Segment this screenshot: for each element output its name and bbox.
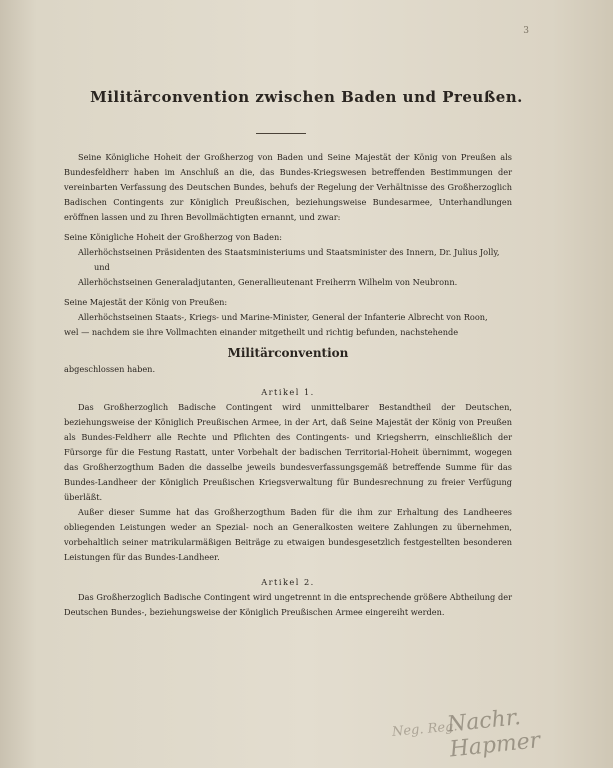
article-2-heading: Artikel 2. bbox=[261, 577, 315, 587]
article-1-paragraph-2: Außer dieser Summe hat das Großherzogthum Baden für die ihm zur Erhaltung des Landheeres obliegenden Leistungen weder an Spezial- noch an Generalkosten weitere Zahlungen zu übernehmen, vorbehaltlich seiner matrikularmäßigen Beiträge zu etwaigen bundesgesetzlich festgestellten besonderen Leistungen für das Bundes-Landheer. bbox=[64, 507, 512, 562]
concluded-line: abgeschlossen haben. bbox=[64, 364, 156, 374]
handwritten-signature: Nachr. Hapmer bbox=[445, 705, 542, 763]
pencil-note: Neg. Reg. bbox=[391, 719, 459, 740]
article-2-paragraph-1: Das Großherzoglich Badische Contingent wird ungetrennt in die entsprechende größere Abtheilung der Deutschen Bundes-, beziehungsweise der Königlich Preußischen Armee eingereiht werden. bbox=[64, 592, 512, 617]
document-body bbox=[64, 150, 512, 620]
prussia-representative: Allerhöchstseinen Staats-, Kriegs- und Marine-Minister, General der Infanterie Albrecht von Roon, bbox=[78, 312, 488, 322]
intro-paragraph: Seine Königliche Hoheit der Großherzog von Baden und Seine Majestät der König von Preußen als Bundesfeldherr haben im Anschluß an die, das Bundes-Kriegswesen betreffenden Bestimmungen der vereinbarten Verfassung des Deutschen Bundes, behufs der Regelung der Verhältnisse des Großherzoglich Badischen Contingents zur Königlich Preußischen, beziehungsweise Bundesarmee, Unterhandlungen eröffnen lassen und zu Ihren Bevollmächtigten ernannt, und zwar: bbox=[64, 152, 512, 222]
convention-heading: Militärconvention bbox=[227, 346, 349, 360]
und-connector: und bbox=[94, 262, 110, 272]
page-title: Militärconvention zwischen Baden und Preußen. bbox=[90, 88, 523, 106]
page-number: 3 bbox=[523, 26, 529, 36]
closing-clause: wel — nachdem sie ihre Vollmachten einander mitgetheilt und richtig befunden, nachstehende bbox=[64, 327, 459, 337]
title-divider bbox=[256, 133, 306, 134]
party-baden: Seine Königliche Hoheit der Großherzog von Baden: bbox=[64, 232, 283, 242]
article-1-paragraph-1: Das Großherzoglich Badische Contingent wird unmittelbarer Bestandtheil der Deutschen, beziehungsweise der Königlich Preußischen Armee, in der Art, daß Seine Majestät der König von Preußen als Bundes-Feldherr alle Rechte und Pflichten des Contingents- und Kriegsherrn, einschließlich der Fürsorge für die Festung Rastatt, unter Vorbehalt der badischen Territorial-Hoheit übernimmt, wogegen das Großherzogthum Baden die dasselbe jeweils bundesverfassungsgemäß betreffende Summe für das Bundes-Landheer der Königlich Preußischen Kriegsverwaltung für Bundesrechnung zu freier Verfügung überläßt. bbox=[64, 402, 512, 502]
article-1-heading: Artikel 1. bbox=[261, 387, 315, 397]
baden-representative-1: Allerhöchstseinen Präsidenten des Staatsministeriums und Staatsminister des Innern, Dr. Julius Jolly, bbox=[78, 247, 500, 257]
baden-representative-2: Allerhöchstseinen Generaladjutanten, Generallieutenant Freiherrn Wilhelm von Neubronn. bbox=[78, 277, 458, 287]
party-prussia: Seine Majestät der König von Preußen: bbox=[64, 297, 228, 307]
